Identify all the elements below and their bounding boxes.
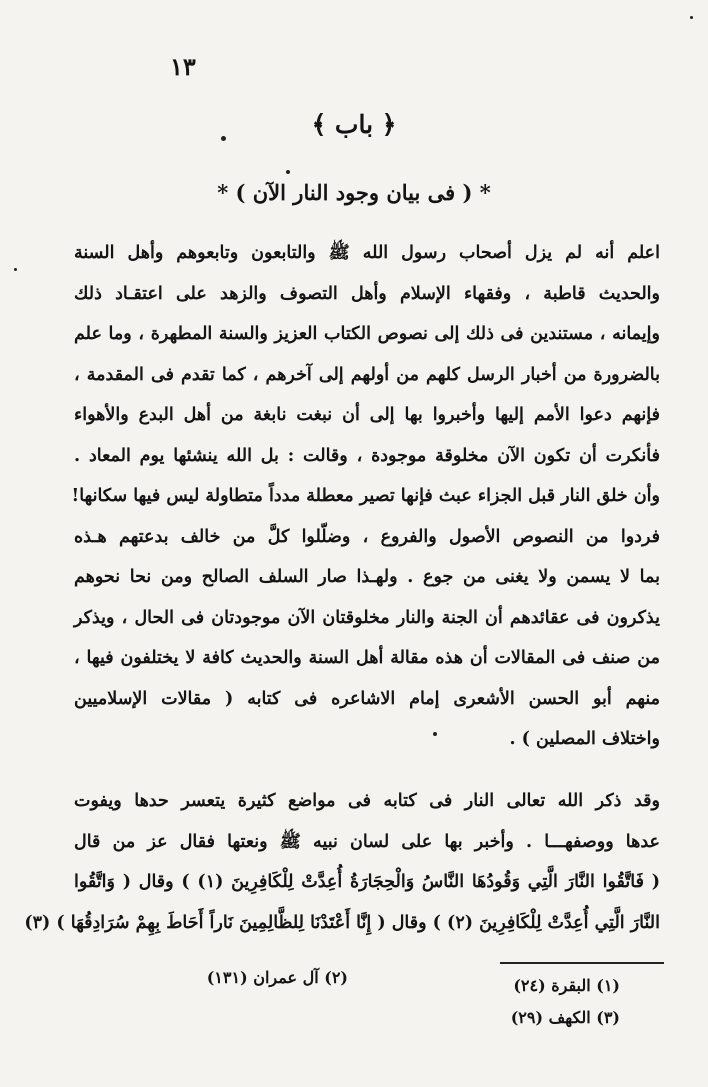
text-line: والحديث قاطبة ، وفقهاء الإسلام وأهل التصوف والزهد على اعتقـاد ذلك — [74, 283, 660, 304]
scan-speck — [286, 170, 290, 174]
chapter-title: ﴿ باب ﴾ — [311, 110, 397, 139]
scan-speck — [690, 16, 693, 19]
text-line: ( فَاتَّقُوا النَّارَ الَّتِي وَقُودُهَا النَّاسُ وَالْحِجَارَةُ أُعِدَّتْ لِلْكَافِرِينَ (١) ) وقال ( وَاتَّقُوا — [74, 872, 661, 892]
scan-speck — [221, 136, 226, 141]
footnote-1: (١) البقرة (٢٤) — [513, 976, 620, 995]
text-line: فردوا من النصوص الأصول والفروع ، وضلّلوا كلَّ من خالف بدعتهم هـذه — [74, 526, 660, 547]
text-line: وقد ذكر الله تعالى النار فى كتابه فى مواضع كثيرة يتعسر حدها ويفوت — [74, 791, 660, 811]
text-line: فأنكرت أن تكون الآن مخلوقة موجودة ، وقالت : بل الله ينشئها يوم المعاد . — [74, 445, 660, 466]
scan-speck — [433, 732, 437, 736]
text-line: وأن خلق النار قبل الجزاء عبث فإنها تصير معطلة مدداً متطاولة ليس فيها سكانها! — [71, 486, 660, 506]
text-line: منهم أبو الحسن الأشعرى إمام الاشاعره فى كتابه ( مقالات الإسلاميين — [74, 688, 660, 709]
text-line: يذكرون فى عقائدهم أن الجنة والنار مخلوقتان الآن موجودتان فى الحال ، ويذكر — [74, 607, 660, 628]
text-line: بما لا يسمن ولا يغنى من جوع . ولهـذا صار السلف الصالح ومن نحا نحوهم — [74, 567, 660, 587]
scan-speck — [14, 268, 17, 271]
footnote-3: (٣) الكهف (٢٩) — [510, 1008, 620, 1027]
text-line: فإنهم دعوا الأمم إليها وأخبروا بها إلى أن نبغت نابغة من أهل البدع والأهواء — [74, 405, 660, 425]
text-line: واختلاف المصلين ) . — [509, 729, 660, 749]
footnote-divider — [500, 962, 664, 964]
section-subtitle: * ( فى بيان وجود النار الآن ) * — [217, 180, 491, 205]
footnote-2: (٢) آل عمران (١٣١) — [206, 968, 348, 987]
text-line: وإيمانه ، مستندين فى ذلك إلى نصوص الكتاب العزيز والسنة المطهرة ، وما علم — [74, 324, 660, 344]
paragraph-2 — [24, 781, 661, 943]
text-line: النَّارَ الَّتِي أُعِدَّتْ لِلْكَافِرِينَ (٢) ) وقال ( إِنَّا أَعْتَدْنَا لِلظَّالِمِينَ نَاراً أَحَاطَ بِهِمْ سُرَادِقُهَا ) (٣) — [24, 912, 660, 933]
text-line: بالضرورة من أخبار الرسل كلهم من أولهم إلى آخرهم ، كما تقدم فى المقدمة ، — [74, 364, 660, 385]
paragraph-1 — [71, 233, 660, 760]
text-line: اعلم أنه لم يزل أصحاب رسول الله ﷺ والتابعون وتابعوهم وأهل السنة — [74, 243, 660, 263]
page-number: ١٣ — [170, 52, 196, 81]
text-line: من صنف فى المقالات أن هذه مقالة أهل السنة والحديث كافة لا يختلفون فيها ، — [74, 648, 660, 668]
text-line: عدها ووصفهـــا . وأخبر بها على لسان نبيه ﷺ ونعتها فقال عز من قال — [74, 831, 660, 852]
